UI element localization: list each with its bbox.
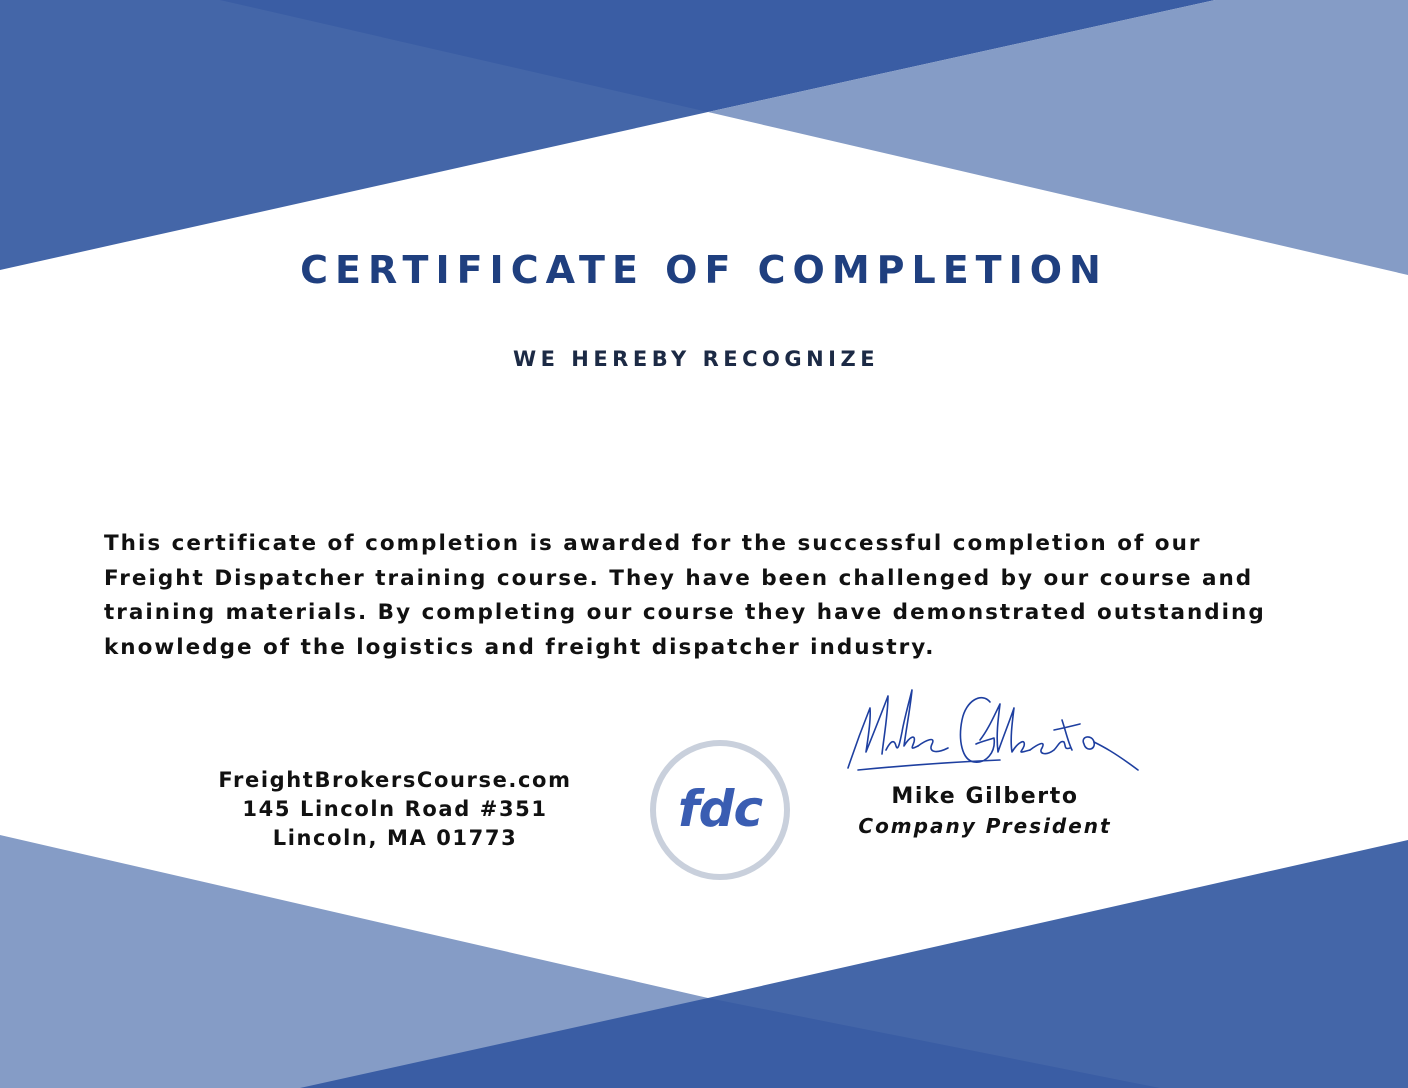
certificate-title: CERTIFICATE OF COMPLETION: [300, 248, 1108, 292]
logo-text: fdc: [677, 780, 763, 838]
body-line: training materials. By completing our course they have demonstrated outstanding: [104, 600, 1266, 625]
certificate-body: [104, 527, 1334, 665]
handwritten-signature: [840, 680, 1150, 780]
fdc-logo: [649, 739, 791, 881]
signer-title: Company President: [858, 814, 1112, 838]
recognize-subtitle: WE HEREBY RECOGNIZE: [512, 347, 880, 371]
body-line: knowledge of the logistics and freight dispatcher industry.: [104, 634, 936, 660]
body-line: Freight Dispatcher training course. They have been challenged by our course and: [104, 565, 1254, 591]
website-text: FreightBrokersCourse.com: [218, 768, 572, 792]
signer-name: Mike Gilberto: [891, 784, 1079, 809]
street-address: 145 Lincoln Road #351: [242, 797, 548, 821]
body-line: This certificate of completion is awarded for the successful completion of our: [104, 531, 1202, 556]
company-address: [170, 766, 620, 853]
city-state-zip: Lincoln, MA 01773: [272, 826, 518, 850]
